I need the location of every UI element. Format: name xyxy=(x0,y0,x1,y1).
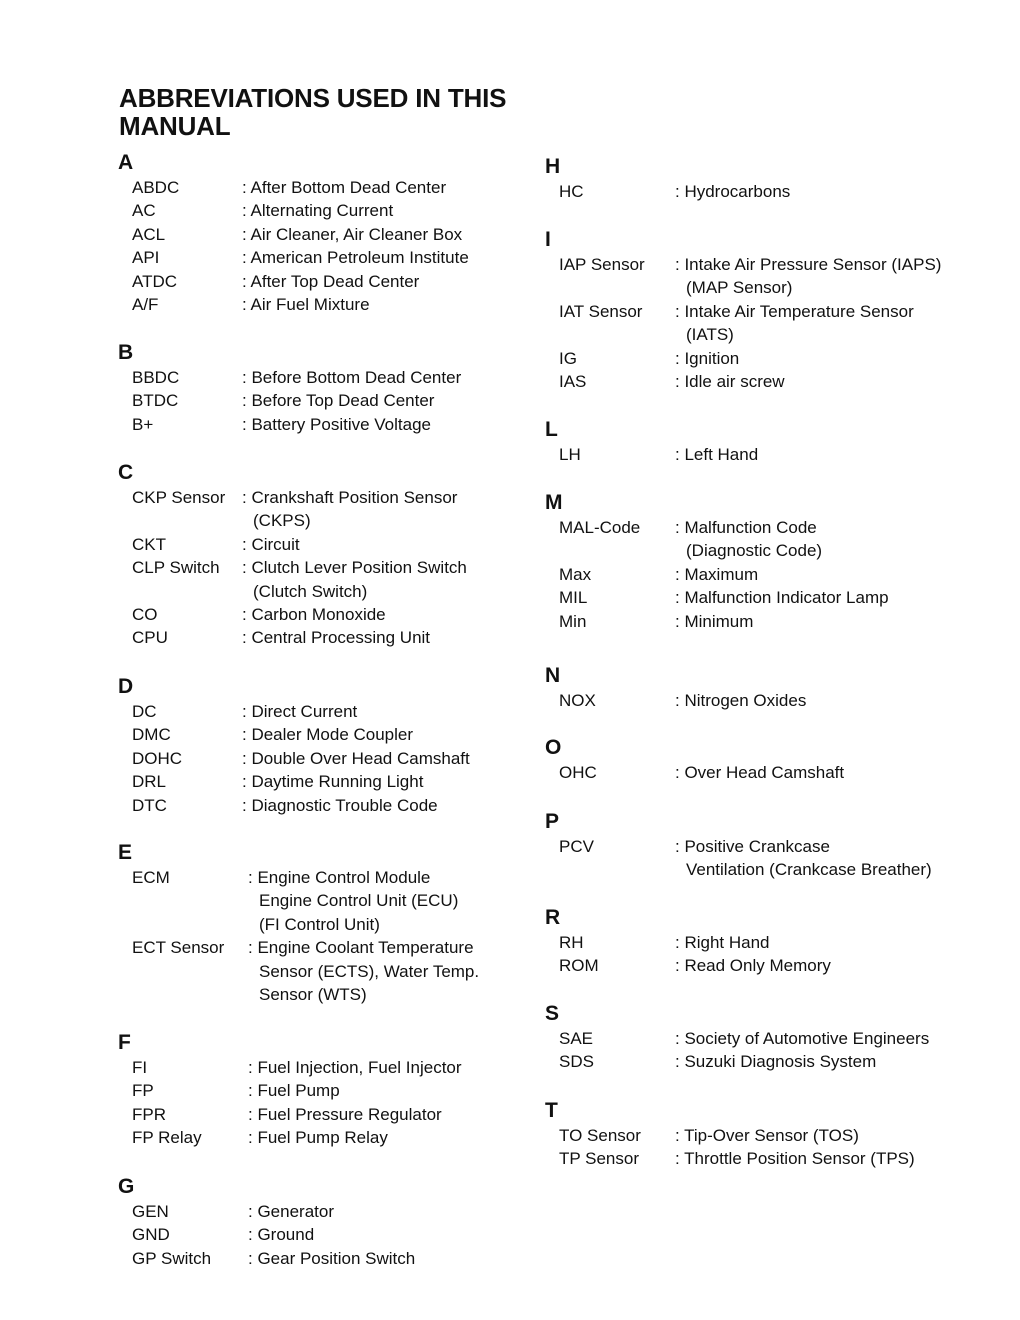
abbreviation-entry xyxy=(545,1027,930,1050)
abbreviation-entry xyxy=(545,586,889,609)
abbreviation-term: Max xyxy=(559,564,592,584)
abbreviation-definition xyxy=(675,370,785,393)
definition-line: Sensor (ECTS), Water Temp. xyxy=(259,961,480,981)
section-letter: L xyxy=(545,418,558,441)
definition-line: : Daytime Running Light xyxy=(242,772,424,792)
definition-line: : Suzuki Diagnosis System xyxy=(675,1052,877,1072)
abbreviation-definition xyxy=(242,747,470,770)
section-c xyxy=(118,461,467,650)
abbreviation-entry xyxy=(118,723,414,746)
abbreviation-definition xyxy=(675,1147,915,1170)
section-letter: I xyxy=(545,228,551,251)
abbreviation-term: FP Relay xyxy=(132,1128,202,1148)
section-r xyxy=(545,906,831,978)
abbreviation-definition xyxy=(675,586,889,609)
section-m xyxy=(545,491,889,633)
abbreviation-entry xyxy=(118,1200,334,1223)
section-d xyxy=(118,675,470,817)
abbreviation-term: CPU xyxy=(132,628,168,648)
section-letter: D xyxy=(118,675,134,698)
abbreviation-term: CKT xyxy=(132,534,166,554)
abbreviation-entry xyxy=(545,954,831,977)
abbreviation-definition xyxy=(675,931,770,954)
section-letter: R xyxy=(545,906,561,929)
abbreviation-definition xyxy=(242,486,457,533)
abbreviation-definition xyxy=(675,835,932,882)
abbreviation-term: IAS xyxy=(559,371,587,391)
definition-line: : Direct Current xyxy=(242,702,358,721)
definition-line: : Dealer Mode Coupler xyxy=(242,725,414,745)
definition-line: : Intake Air Pressure Sensor (IAPS) xyxy=(675,255,942,274)
definition-line: : Read Only Memory xyxy=(675,956,831,976)
abbreviation-term: IG xyxy=(559,348,577,368)
abbreviation-definition xyxy=(242,270,419,293)
abbreviation-definition xyxy=(675,516,822,563)
definition-line: : Central Processing Unit xyxy=(242,628,431,648)
definition-line: : Battery Positive Voltage xyxy=(242,414,431,434)
abbreviation-definition xyxy=(675,1027,929,1050)
definition-line: : After Top Dead Center xyxy=(242,271,420,291)
section-letter: H xyxy=(545,155,561,178)
definition-line: : Fuel Pump xyxy=(248,1081,340,1101)
abbreviation-term: AC xyxy=(132,201,156,221)
abbreviation-definition xyxy=(242,533,300,556)
abbreviation-term: OHC xyxy=(559,763,597,782)
abbreviation-entry xyxy=(545,931,770,954)
abbreviation-definition xyxy=(675,761,844,784)
abbreviation-entry xyxy=(545,253,942,300)
abbreviation-entry xyxy=(545,835,932,882)
section-p xyxy=(545,810,932,882)
definition-line: : Engine Coolant Temperature xyxy=(248,938,474,958)
definition-line: : Malfunction Indicator Lamp xyxy=(675,588,889,608)
abbreviation-definition xyxy=(242,700,357,723)
abbreviation-entry xyxy=(118,1079,340,1102)
abbreviation-definition xyxy=(242,603,386,626)
definition-line: : Ground xyxy=(248,1225,315,1245)
abbreviation-entry xyxy=(118,389,435,412)
abbreviation-definition xyxy=(248,1103,442,1126)
abbreviation-entry xyxy=(118,199,394,222)
section-f xyxy=(118,1031,462,1150)
section-letter: S xyxy=(545,1002,560,1025)
abbreviation-term: MAL-Code xyxy=(559,518,641,537)
abbreviation-term: GND xyxy=(132,1225,170,1245)
abbreviation-entry xyxy=(118,1126,388,1149)
abbreviation-definition xyxy=(242,413,431,436)
section-a xyxy=(118,151,469,316)
abbreviation-term: PCV xyxy=(559,837,594,856)
abbreviation-definition xyxy=(242,556,467,603)
definition-line: : Air Fuel Mixture xyxy=(242,294,370,314)
definition-line: : Double Over Head Camshaft xyxy=(242,748,470,768)
definition-line: : Generator xyxy=(248,1202,334,1221)
abbreviation-entry xyxy=(545,370,785,393)
definition-line: (FI Control Unit) xyxy=(259,914,380,934)
section-i xyxy=(545,228,942,393)
abbreviation-term: IAT Sensor xyxy=(559,301,643,321)
abbreviation-entry xyxy=(118,1223,315,1246)
section-letter: A xyxy=(118,151,134,174)
section-l xyxy=(545,418,759,466)
definition-line: : Diagnostic Trouble Code xyxy=(242,795,438,815)
section-letter: M xyxy=(545,491,563,514)
abbreviation-term: SDS xyxy=(559,1052,594,1072)
abbreviation-term: NOX xyxy=(559,691,596,710)
definition-line: : Left Hand xyxy=(675,445,759,464)
abbreviation-definition xyxy=(675,610,753,633)
definition-line: (Clutch Switch) xyxy=(253,581,368,601)
abbreviation-term: BBDC xyxy=(132,368,180,387)
abbreviation-term: DRL xyxy=(132,772,167,792)
section-letter: B xyxy=(118,341,134,364)
abbreviation-definition xyxy=(675,347,739,370)
abbreviation-definition xyxy=(242,176,446,199)
abbreviation-term: B+ xyxy=(132,414,154,434)
abbreviation-entry xyxy=(118,293,370,316)
abbreviation-definition xyxy=(242,770,423,793)
abbreviation-entry xyxy=(118,866,459,936)
abbreviation-term: CLP Switch xyxy=(132,558,220,578)
abbreviation-term: Min xyxy=(559,611,587,631)
abbreviation-term: FPR xyxy=(132,1104,166,1124)
definition-line: : Engine Control Module xyxy=(248,868,431,887)
abbreviation-term: GP Switch xyxy=(132,1248,212,1268)
abbreviation-definition xyxy=(675,443,758,466)
abbreviation-term: ATDC xyxy=(132,271,178,291)
abbreviation-term: RH xyxy=(559,933,584,952)
abbreviation-definition xyxy=(675,1124,859,1147)
abbreviation-definition xyxy=(248,1126,388,1149)
section-e xyxy=(118,841,480,1006)
abbreviation-term: LH xyxy=(559,445,581,464)
abbreviation-term: IAP Sensor xyxy=(559,255,645,274)
section-o xyxy=(545,736,845,784)
abbreviation-term: A/F xyxy=(132,294,159,314)
definition-line: : Maximum xyxy=(675,564,759,584)
definition-line: : Air Cleaner, Air Cleaner Box xyxy=(242,224,463,244)
definition-line: : Malfunction Code xyxy=(675,518,817,537)
abbreviation-term: ECT Sensor xyxy=(132,938,225,958)
abbreviation-term: HC xyxy=(559,182,584,201)
definition-line: : After Bottom Dead Center xyxy=(242,178,447,197)
abbreviation-term: TP Sensor xyxy=(559,1149,640,1169)
definition-line: : Nitrogen Oxides xyxy=(675,691,807,710)
definition-line: : Circuit xyxy=(242,534,300,554)
abbreviation-entry xyxy=(545,347,740,370)
abbreviation-entry xyxy=(118,176,447,199)
section-letter: E xyxy=(118,841,133,864)
abbreviation-entry xyxy=(118,626,431,649)
abbreviation-definition xyxy=(675,300,914,347)
definition-line: : Fuel Injection, Fuel Injector xyxy=(248,1058,462,1077)
definition-line: (MAP Sensor) xyxy=(686,278,793,298)
abbreviation-entry xyxy=(118,1056,462,1079)
definition-line: : Gear Position Switch xyxy=(248,1248,416,1268)
abbreviation-term: FI xyxy=(132,1058,148,1077)
abbreviation-entry xyxy=(118,770,424,793)
abbreviation-term: GEN xyxy=(132,1202,169,1221)
definition-line: : Over Head Camshaft xyxy=(675,763,845,782)
abbreviation-definition xyxy=(675,253,941,300)
section-letter: O xyxy=(545,736,562,759)
definition-line: Ventilation (Crankcase Breather) xyxy=(686,860,932,880)
abbreviation-definition xyxy=(242,199,393,222)
abbreviation-entry xyxy=(118,556,467,603)
abbreviation-entry xyxy=(545,1124,859,1147)
definition-line: : Fuel Pump Relay xyxy=(248,1128,388,1148)
definition-line: : Before Top Dead Center xyxy=(242,391,435,411)
section-letter: N xyxy=(545,664,561,687)
abbreviation-entry xyxy=(118,747,470,770)
abbreviation-entry xyxy=(118,603,386,626)
section-h xyxy=(545,155,791,203)
abbreviation-term: CKP Sensor xyxy=(132,488,226,507)
abbreviation-entry xyxy=(545,300,914,347)
abbreviation-definition xyxy=(242,293,370,316)
abbreviation-entry xyxy=(118,1103,442,1126)
abbreviation-entry xyxy=(118,413,431,436)
abbreviation-entry xyxy=(545,610,754,633)
abbreviation-term: SAE xyxy=(559,1029,594,1048)
abbreviation-entry xyxy=(545,516,823,563)
abbreviation-entry xyxy=(118,700,358,723)
abbreviation-definition xyxy=(242,223,462,246)
abbreviation-term: DTC xyxy=(132,795,167,815)
definition-line: : Idle air screw xyxy=(675,371,785,391)
abbreviation-term: BTDC xyxy=(132,391,179,411)
definition-line: : Intake Air Temperature Sensor xyxy=(675,301,914,321)
abbreviation-term: ACL xyxy=(132,224,166,244)
abbreviation-entry xyxy=(118,223,463,246)
definition-line: (IATS) xyxy=(686,325,734,345)
abbreviation-entry xyxy=(118,246,469,269)
definition-line: Engine Control Unit (ECU) xyxy=(259,891,459,911)
abbreviation-definition xyxy=(675,954,831,977)
section-n xyxy=(545,664,807,712)
definition-line: : Before Bottom Dead Center xyxy=(242,368,462,387)
abbreviation-entry xyxy=(545,761,845,784)
section-letter: G xyxy=(118,1175,135,1198)
page-title: ABBREVIATIONS USED IN THIS MANUAL xyxy=(119,83,507,141)
definition-line: : Hydrocarbons xyxy=(675,182,791,201)
abbreviation-term: MIL xyxy=(559,588,588,608)
section-s xyxy=(545,1002,930,1074)
abbreviation-term: DMC xyxy=(132,725,171,745)
section-g xyxy=(118,1175,416,1270)
abbreviation-entry xyxy=(545,563,759,586)
definition-line: : Fuel Pressure Regulator xyxy=(248,1104,442,1124)
abbreviation-definition xyxy=(248,1056,462,1079)
abbreviation-definition xyxy=(675,1050,876,1073)
definition-line: (Diagnostic Code) xyxy=(686,541,823,561)
definition-line: : Clutch Lever Position Switch xyxy=(242,558,467,578)
abbreviation-definition xyxy=(248,936,479,1006)
abbreviation-definition xyxy=(248,1079,340,1102)
abbreviation-entry xyxy=(118,486,458,533)
abbreviation-definition xyxy=(248,1200,334,1223)
abbreviation-definition xyxy=(675,180,790,203)
definition-line: : Throttle Position Sensor (TPS) xyxy=(675,1149,915,1169)
abbreviation-term: FP xyxy=(132,1081,154,1101)
abbreviation-entry xyxy=(118,270,420,293)
abbreviation-entry xyxy=(545,689,807,712)
definition-line: : Positive Crankcase xyxy=(675,837,830,856)
abbreviation-term: DOHC xyxy=(132,748,183,768)
abbreviation-term: ROM xyxy=(559,956,599,976)
abbreviation-definition xyxy=(242,626,430,649)
abbreviation-term: TO Sensor xyxy=(559,1126,641,1145)
abbreviation-definition xyxy=(248,866,458,936)
abbreviation-definition xyxy=(675,563,758,586)
abbreviation-definition xyxy=(248,1223,314,1246)
abbreviation-term: ABDC xyxy=(132,178,180,197)
abbreviation-term: DC xyxy=(132,702,157,721)
definition-line: : Minimum xyxy=(675,611,754,631)
section-letter: T xyxy=(545,1099,558,1122)
abbreviation-term: ECM xyxy=(132,868,170,887)
definition-line: : Society of Automotive Engineers xyxy=(675,1029,930,1048)
section-t xyxy=(545,1099,915,1171)
section-letter: P xyxy=(545,810,560,833)
abbreviation-definition xyxy=(242,366,461,389)
abbreviation-term: CO xyxy=(132,604,158,624)
definition-line: : Ignition xyxy=(675,348,740,368)
abbreviation-definition xyxy=(675,689,806,712)
abbreviation-entry xyxy=(545,443,759,466)
abbreviation-definition xyxy=(248,1247,415,1270)
abbreviation-entry xyxy=(118,1247,416,1270)
definition-line: : Right Hand xyxy=(675,933,770,952)
abbreviation-entry xyxy=(545,1050,877,1073)
section-letter: C xyxy=(118,461,134,484)
definition-line: : Crankshaft Position Sensor xyxy=(242,488,458,507)
abbreviation-entry xyxy=(118,794,438,817)
definition-line: : Tip-Over Sensor (TOS) xyxy=(675,1126,859,1145)
section-b xyxy=(118,341,462,436)
definition-line: : Alternating Current xyxy=(242,201,394,221)
abbreviation-term: API xyxy=(132,248,160,268)
abbreviation-definition xyxy=(242,723,413,746)
abbreviation-entry xyxy=(118,533,300,556)
abbreviation-definition xyxy=(242,389,434,412)
abbreviation-entry xyxy=(545,1147,915,1170)
definition-line: : American Petroleum Institute xyxy=(242,248,469,268)
abbreviation-entry xyxy=(118,366,462,389)
abbreviation-entry xyxy=(118,936,480,1006)
definition-line: : Carbon Monoxide xyxy=(242,604,386,624)
abbreviation-definition xyxy=(242,794,438,817)
definition-line: Sensor (WTS) xyxy=(259,985,367,1004)
definition-line: (CKPS) xyxy=(253,511,311,531)
section-letter: F xyxy=(118,1031,131,1054)
abbreviation-entry xyxy=(545,180,791,203)
abbreviation-definition xyxy=(242,246,469,269)
